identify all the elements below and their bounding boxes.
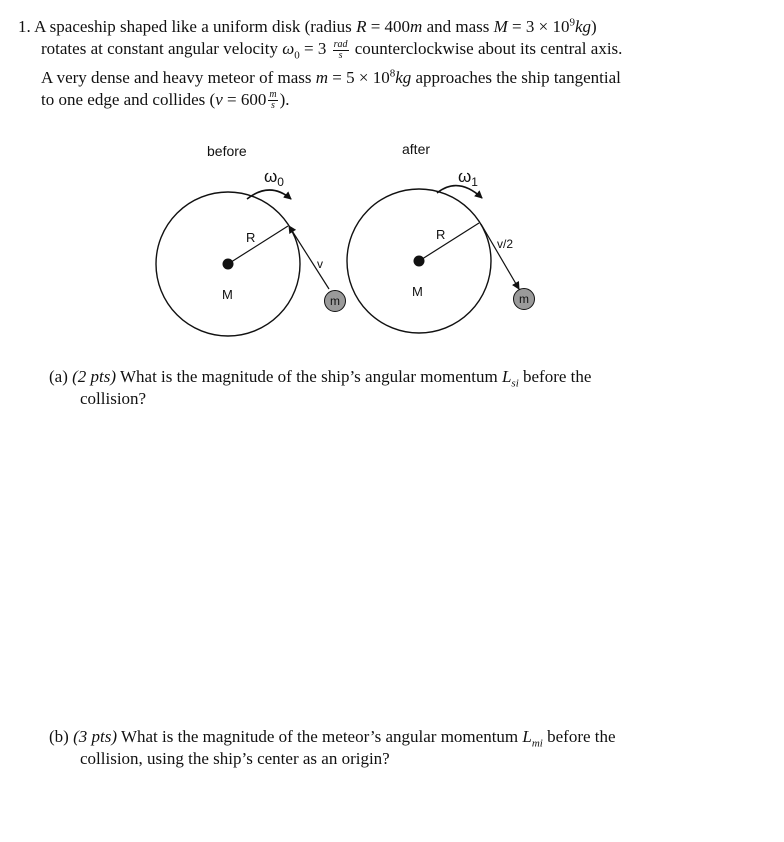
before-label: before (207, 143, 247, 159)
omega1-label: $\omega_1$ (458, 167, 478, 189)
rad-per-s-fraction: $\frac{\text{rad}}{s}$ (333, 38, 348, 61)
question-part-a: (a) (2 pts) What is the magnitude of the ship’s angular momentum $L_{si}$ before the collision? (49, 367, 592, 408)
meteor-velocity-arrow (289, 226, 329, 289)
question-part-b: (b) (3 pts) What is the magnitude of the meteor’s angular momentum $L_{mi}$ before the collision, using the ship’s center as an origin? (49, 727, 616, 768)
mass-label-before: M (222, 287, 233, 302)
m-per-s-fraction: $\frac{m}{s}$ (269, 89, 277, 112)
problem-line-3: A very dense and heavy meteor of mass $m = 5 \times 10^8kg$ approaches the ship tangential (41, 66, 621, 87)
radius-label-after: R (436, 227, 446, 242)
meteor-label-after: m (519, 292, 529, 306)
problem-line-2: rotates at constant angular velocity $\omega_0 = 3$ $\frac{\text{rad}}{s}$ counterclockwise about its central axis. (41, 38, 623, 62)
meteor-label-before: m (330, 294, 340, 308)
radius-line-after (419, 223, 479, 261)
radius-label-before: R (246, 230, 256, 245)
problem-number: 1. (18, 17, 31, 36)
omega0-rotation-arrow (247, 190, 291, 199)
radius-line-before (228, 226, 288, 264)
velocity-label: v (317, 257, 323, 271)
problem-line-4: to one edge and collides (v = 600 $\frac{m}{s}$ ). (41, 89, 290, 112)
mass-label-after: M (412, 284, 423, 299)
problem-line-1: 1. A spaceship shaped like a uniform disk (radius R = 400m and mass $M = 3 \times 10^9kg$) (18, 16, 597, 36)
part-b-points: (3 pts) (73, 727, 117, 746)
after-label: after (402, 141, 431, 157)
part-a-label: (a) (49, 367, 68, 386)
meteor-velocity-after-arrow (481, 224, 519, 289)
part-b-label: (b) (49, 727, 69, 746)
half-velocity-label: v/2 (497, 237, 514, 251)
omega0-label: $\omega_0$ (264, 167, 284, 189)
part-a-points: (2 pts) (72, 367, 117, 386)
